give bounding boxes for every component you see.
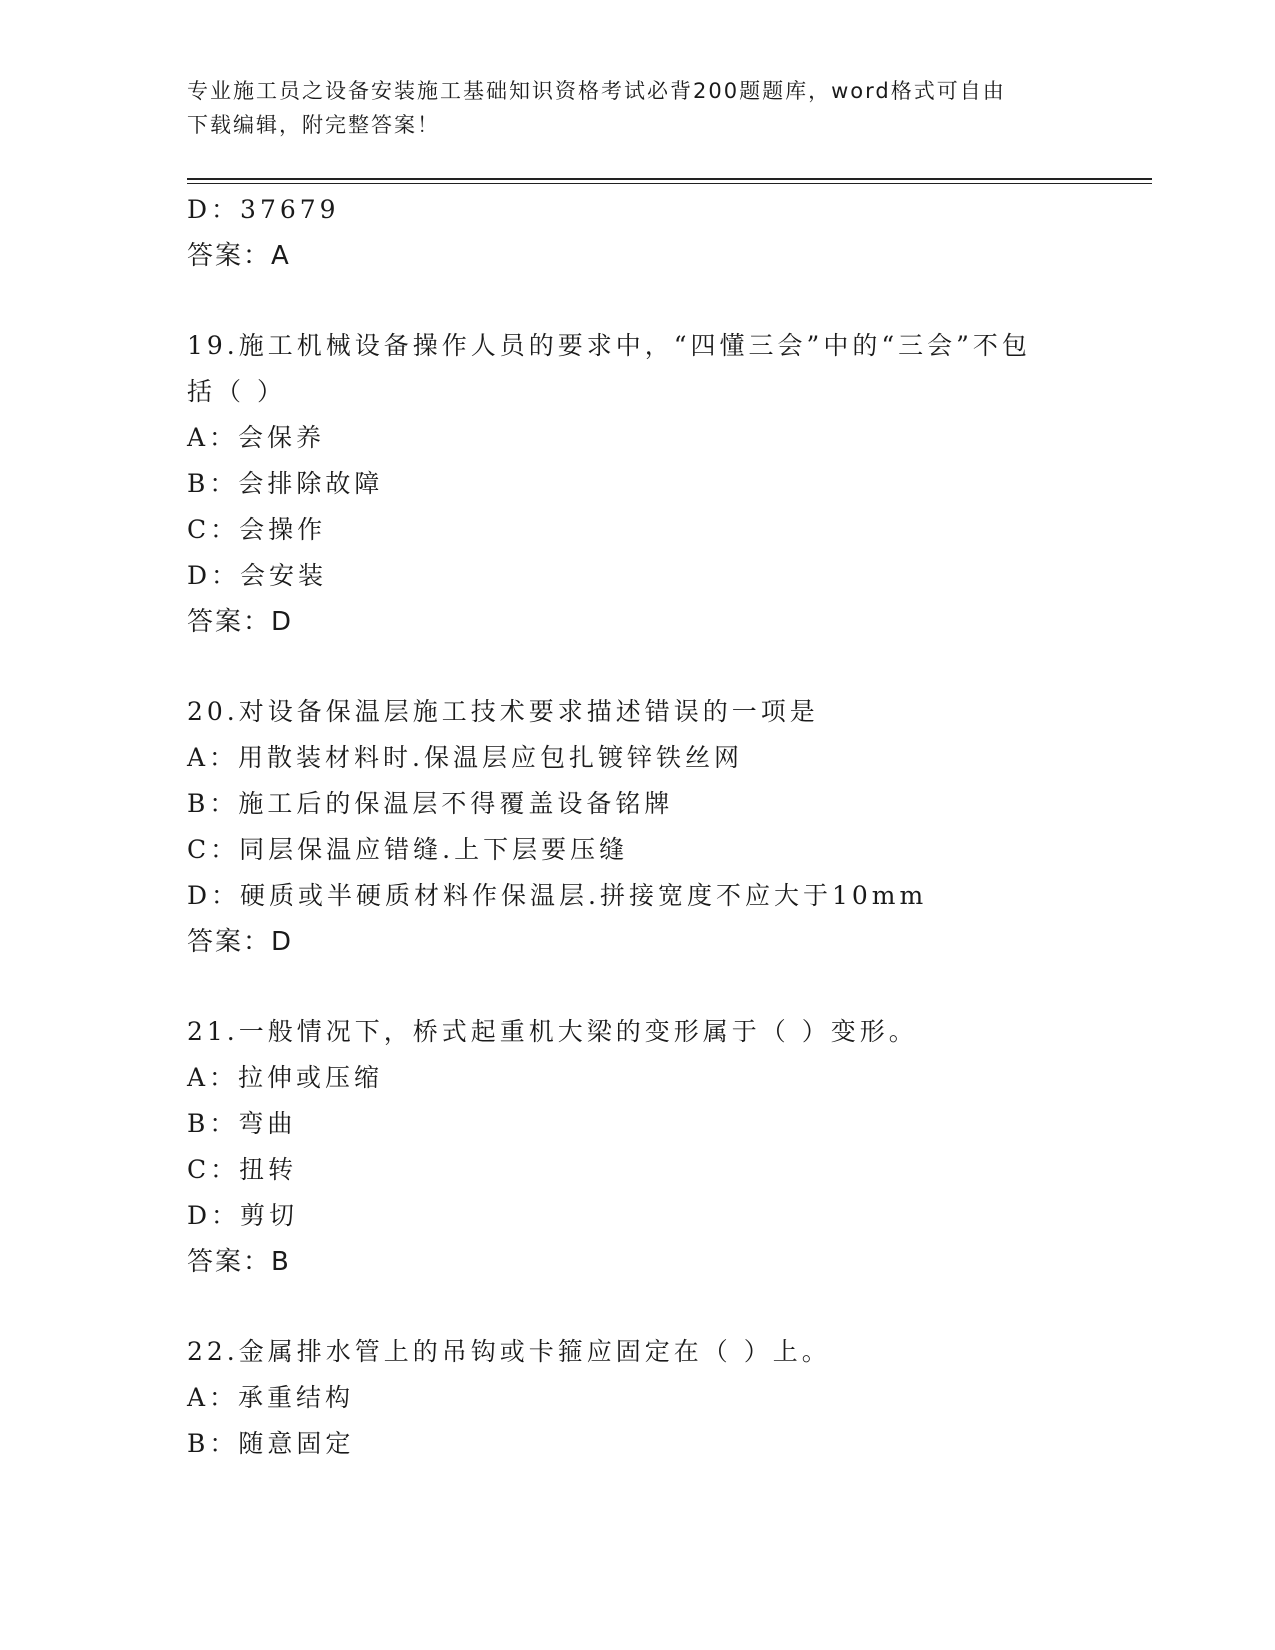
answer-line: 答案：D xyxy=(187,927,294,957)
header-rule-thick xyxy=(187,178,1152,180)
option-d: D：会安装 xyxy=(187,561,328,590)
previous-question-tail xyxy=(187,187,1117,279)
option-d: D：剪切 xyxy=(187,1201,299,1230)
header-rule-thin xyxy=(187,183,1152,184)
answer-line: 答案：A xyxy=(187,241,291,271)
question-20 xyxy=(187,689,1117,965)
question-stem: 22.金属排水管上的吊钩或卡箍应固定在（ ）上。 xyxy=(187,1337,831,1366)
option-a: A：会保养 xyxy=(187,423,326,452)
option-b: B：施工后的保温层不得覆盖设备铭牌 xyxy=(187,789,674,818)
option-c: C：扭转 xyxy=(187,1155,298,1184)
option-d: D：硬质或半硬质材料作保温层.拼接宽度不应大于10mm xyxy=(187,881,928,910)
header-line-1: 专业施工员之设备安装施工基础知识资格考试必背200题题库，word格式可自由 xyxy=(187,79,1006,103)
answer-line: 答案：B xyxy=(187,1247,291,1277)
question-19 xyxy=(187,323,1117,645)
option-c: C：会操作 xyxy=(187,515,327,544)
option-b: B：弯曲 xyxy=(187,1109,297,1138)
header-line-2: 下载编辑，附完整答案！ xyxy=(187,113,440,137)
question-21 xyxy=(187,1009,1117,1285)
question-22 xyxy=(187,1329,1117,1467)
option-d: D：37679 xyxy=(187,195,340,224)
answer-line: 答案：D xyxy=(187,607,294,637)
question-list xyxy=(187,187,1117,1467)
document-header xyxy=(187,74,1087,142)
question-stem-continued: 括（ ） xyxy=(187,377,286,406)
question-stem: 21.一般情况下，桥式起重机大梁的变形属于（ ）变形。 xyxy=(187,1017,918,1046)
option-b: B：随意固定 xyxy=(187,1429,355,1458)
question-stem: 20.对设备保温层施工技术要求描述错误的一项是 xyxy=(187,697,819,726)
option-a: A：用散装材料时.保温层应包扎镀锌铁丝网 xyxy=(187,743,744,772)
option-c: C：同层保温应错缝.上下层要压缝 xyxy=(187,835,629,864)
question-stem: 19.施工机械设备操作人员的要求中，“四懂三会”中的“三会”不包 xyxy=(187,331,1031,360)
option-b: B：会排除故障 xyxy=(187,469,384,498)
option-a: A：承重结构 xyxy=(187,1383,355,1412)
option-a: A：拉伸或压缩 xyxy=(187,1063,384,1092)
